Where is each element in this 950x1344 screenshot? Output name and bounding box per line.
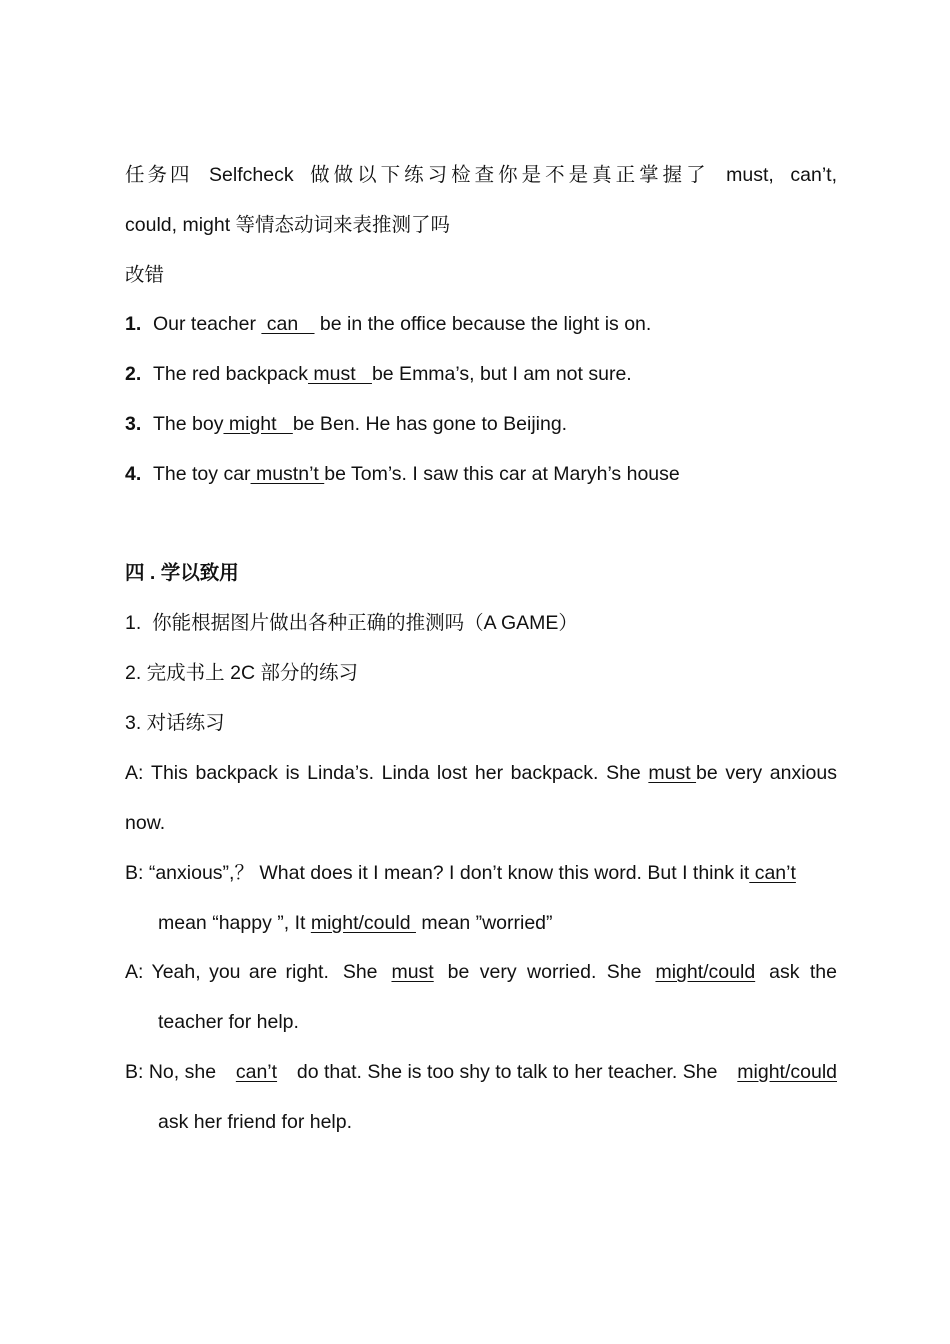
task4-instruction: 做做以下练习检查你是不是真正掌握了 [310, 164, 710, 186]
item-number: 4. [125, 463, 142, 485]
selfcheck-word: Selfcheck [209, 164, 294, 186]
item-text: be Ben. He has gone to Beijing. [292, 413, 568, 435]
correction-item [125, 461, 680, 487]
dialogue-line-b1-cont [158, 910, 553, 936]
correction-item [125, 361, 632, 387]
item-text: The red backpack [153, 363, 309, 385]
dialogue-text: B: No, she [125, 1061, 217, 1083]
correction-item [125, 411, 567, 437]
dialogue-word: her [474, 762, 504, 784]
task4-cant: can’t, [790, 164, 837, 186]
item-text: be Tom’s. I saw this car at Maryh’s house [324, 463, 680, 485]
answer-blank: mustn’t [250, 463, 325, 485]
answer-blank: can [261, 313, 315, 335]
section4-item: 3. 对话练习 [125, 712, 225, 734]
dialogue-line-a1-cont: now. [125, 812, 166, 834]
answer-blank: must [391, 961, 434, 983]
dialogue-text: B: “anxious”,？ What does it I mean? I don’t know this word. But I think it [125, 862, 750, 884]
task4-must: must, [726, 164, 774, 186]
dialogue-text: mean “happy ”, It [158, 912, 311, 934]
dialogue-line-a1 [125, 760, 837, 786]
answer-blank: might/could [310, 912, 416, 934]
task4-line2: could, might 等情态动词来表推测了吗 [125, 214, 451, 236]
dialogue-line-a2 [125, 959, 837, 985]
dialogue-word: lost [436, 762, 468, 784]
dialogue-word: Linda [381, 762, 430, 784]
dialogue-word: backpack. [510, 762, 599, 784]
section4-item: 1. 你能根据图片做出各种正确的推测吗（A GAME） [125, 612, 578, 634]
correction-item [125, 311, 651, 337]
speaker-label: A: [125, 762, 144, 784]
dialogue-word: very [725, 762, 763, 784]
answer-blank: must [308, 363, 372, 385]
dialogue-word: Linda’s. [307, 762, 375, 784]
answer-blank: can’t [235, 1061, 278, 1083]
task4-label: 任务四 [125, 164, 193, 186]
dialogue-line-a2-cont: teacher for help. [158, 1011, 299, 1033]
item-text: The boy [153, 413, 224, 435]
answer-blank: must [648, 762, 697, 784]
dialogue-text: A: Yeah, you are right. [125, 961, 329, 983]
section4-title: 四 . 学以致用 [125, 562, 239, 584]
item-text: The toy car [153, 463, 251, 485]
dialogue-text: be very worried. She [447, 961, 642, 983]
dialogue-word: anxious [769, 762, 837, 784]
answer-blank: can’t [749, 862, 796, 884]
dialogue-text: do that. She is too shy to talk to her teacher. She [296, 1061, 718, 1083]
dialogue-line-b1 [125, 860, 796, 886]
item-text: be in the office because the light is on. [314, 313, 652, 335]
dialogue-text: She [342, 961, 378, 983]
answer-blank: might/could [655, 961, 756, 983]
item-text: be Emma’s, but I am not sure. [371, 363, 632, 385]
answer-blank: might/could [737, 1061, 837, 1083]
answer-blank: might [223, 413, 293, 435]
task4-line1 [125, 162, 837, 188]
item-number: 3. [125, 413, 142, 435]
section4-item: 2. 完成书上 2C 部分的练习 [125, 662, 358, 684]
dialogue-word: be [696, 762, 718, 784]
item-text: Our teacher [153, 313, 262, 335]
dialogue-text: ask the [769, 961, 837, 983]
item-number: 2. [125, 363, 142, 385]
correction-subheading: 改错 [125, 264, 165, 286]
dialogue-line-b2-cont: ask her friend for help. [158, 1111, 353, 1133]
dialogue-word: She [606, 762, 641, 784]
item-number: 1. [125, 313, 142, 335]
dialogue-text: mean ”worried” [415, 912, 553, 934]
dialogue-word: This [151, 762, 188, 784]
dialogue-line-b2 [125, 1059, 837, 1085]
dialogue-word: backpack [195, 762, 278, 784]
dialogue-word: is [285, 762, 300, 784]
